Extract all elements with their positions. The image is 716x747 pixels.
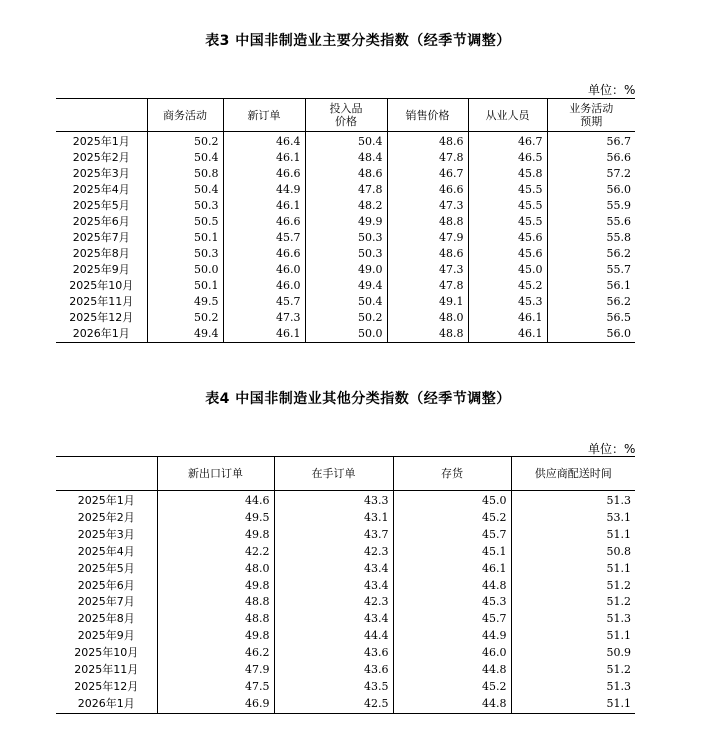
table3-cell: 47.8	[305, 182, 387, 198]
table3-cell: 48.6	[305, 166, 387, 182]
table3-cell: 46.0	[223, 262, 305, 278]
table3-cell: 46.6	[223, 166, 305, 182]
table3-body	[56, 132, 635, 343]
table3-row-label: 2026年1月	[56, 326, 147, 343]
table3-column-header: 新订单	[223, 99, 305, 132]
table4-cell: 42.2	[157, 544, 274, 561]
table3-cell: 46.1	[468, 310, 547, 326]
table3-cell: 56.2	[547, 246, 635, 262]
table3-cell: 49.4	[147, 326, 223, 343]
table4	[56, 456, 635, 714]
table3-cell: 56.0	[547, 182, 635, 198]
table3-column-header	[56, 99, 147, 132]
table3-column-header: 销售价格	[387, 99, 468, 132]
table3-cell: 56.5	[547, 310, 635, 326]
table3-cell: 45.8	[468, 166, 547, 182]
table4-cell: 46.9	[157, 696, 274, 713]
table3-row	[56, 230, 635, 246]
table3-cell: 50.2	[147, 132, 223, 151]
table3-cell: 45.3	[468, 294, 547, 310]
table3-cell: 49.1	[387, 294, 468, 310]
table4-cell: 45.2	[393, 679, 511, 696]
table4-unit: 单位：%	[588, 442, 636, 456]
table4-row	[56, 544, 635, 561]
table3-cell: 50.3	[147, 246, 223, 262]
table3-row-label: 2025年7月	[72, 231, 130, 244]
table3-cell: 50.0	[305, 326, 387, 343]
table3-cell: 47.8	[387, 150, 468, 166]
table3-cell: 45.5	[468, 214, 547, 230]
table4-cell: 44.6	[157, 491, 274, 510]
table3-cell: 47.9	[387, 230, 468, 246]
table3-cell: 45.2	[468, 278, 547, 294]
table3-cell: 47.3	[387, 198, 468, 214]
table3-cell: 46.0	[223, 278, 305, 294]
table4-cell: 49.8	[157, 628, 274, 645]
table3-row	[56, 246, 635, 262]
table3-cell: 46.7	[468, 132, 547, 151]
table4-cell: 43.4	[274, 611, 393, 628]
table4-row-label: 2025年11月	[74, 663, 139, 677]
table3-cell: 45.5	[468, 198, 547, 214]
table4-row	[56, 561, 635, 578]
table3-cell: 45.6	[468, 246, 547, 262]
table4-cell: 46.2	[157, 645, 274, 662]
table4-cell: 42.3	[274, 544, 393, 561]
table4-row-label: 2025年12月	[74, 679, 139, 693]
table4-cell: 45.2	[393, 510, 511, 527]
table3-header-row	[56, 99, 635, 132]
table3-cell: 49.5	[147, 294, 223, 310]
table3-cell: 49.9	[305, 214, 387, 230]
table3-row	[56, 166, 635, 182]
table4-cell: 45.3	[393, 594, 511, 611]
table3-cell: 46.7	[387, 166, 468, 182]
table4-cell: 51.3	[511, 611, 635, 628]
table4-cell: 51.2	[511, 578, 635, 595]
table4-cell: 43.7	[274, 527, 393, 544]
table3-row-label: 2025年1月	[72, 135, 130, 148]
table3-cell: 55.8	[547, 230, 635, 246]
table4-cell: 43.6	[274, 662, 393, 679]
table4-header-row	[56, 457, 635, 491]
table4-row	[56, 510, 635, 527]
table4-cell: 51.3	[511, 679, 635, 696]
table3-row	[56, 326, 635, 343]
table4-cell: 45.1	[393, 544, 511, 561]
table3-cell: 46.5	[468, 150, 547, 166]
table4-column-header: 供应商配送时间	[511, 457, 635, 491]
table3-cell: 46.4	[223, 132, 305, 151]
table3-cell: 50.5	[147, 214, 223, 230]
table4-column-header: 在手订单	[274, 457, 393, 491]
table4-cell: 46.0	[393, 645, 511, 662]
table3-row	[56, 150, 635, 166]
table3-cell: 45.0	[468, 262, 547, 278]
table3-cell: 57.2	[547, 166, 635, 182]
table4-cell: 43.5	[274, 679, 393, 696]
table4-cell: 47.9	[157, 662, 274, 679]
table3-cell: 56.6	[547, 150, 635, 166]
table4-cell: 51.1	[511, 628, 635, 645]
table4-cell: 44.8	[393, 578, 511, 595]
table4-column-header: 新出口订单	[157, 457, 274, 491]
table3-cell: 46.1	[223, 198, 305, 214]
table4-cell: 42.5	[274, 696, 393, 713]
table3-cell: 49.0	[305, 262, 387, 278]
table3-row-label: 2025年4月	[72, 183, 130, 196]
table3-cell: 47.8	[387, 278, 468, 294]
table4-row-label: 2026年1月	[56, 696, 157, 713]
table3-cell: 46.6	[387, 182, 468, 198]
table3-cell: 50.8	[147, 166, 223, 182]
table4-cell: 43.4	[274, 561, 393, 578]
table4-row	[56, 662, 635, 679]
table3-row-label: 2025年11月	[69, 295, 134, 308]
table4-cell: 49.8	[157, 578, 274, 595]
table4-cell: 51.1	[511, 696, 635, 713]
table3-cell: 50.4	[305, 132, 387, 151]
table4-cell: 51.1	[511, 527, 635, 544]
table3-cell: 56.7	[547, 132, 635, 151]
table3-row	[56, 214, 635, 230]
table4-row	[56, 679, 635, 696]
table3-column-header: 商务活动	[147, 99, 223, 132]
table4-cell: 51.2	[511, 594, 635, 611]
table4-cell: 49.5	[157, 510, 274, 527]
table3-cell: 56.1	[547, 278, 635, 294]
table4-row-label: 2025年9月	[77, 629, 135, 643]
table3-cell: 50.1	[147, 230, 223, 246]
table3-cell: 44.9	[223, 182, 305, 198]
table4-row-label: 2025年6月	[77, 578, 135, 592]
table3-cell: 46.6	[223, 214, 305, 230]
table3-row-label: 2025年12月	[69, 311, 134, 324]
table3-row	[56, 294, 635, 310]
table4-cell: 51.1	[511, 561, 635, 578]
table3-unit: 单位：%	[588, 83, 636, 97]
table3-row	[56, 132, 635, 151]
table4-cell: 51.3	[511, 491, 635, 510]
table3-cell: 50.1	[147, 278, 223, 294]
table4-row	[56, 645, 635, 662]
table3-row	[56, 198, 635, 214]
table4-column-header: 存货	[393, 457, 511, 491]
table4-row-label: 2025年4月	[77, 544, 135, 558]
table4-cell: 48.0	[157, 561, 274, 578]
table4-cell: 43.4	[274, 578, 393, 595]
table3-cell: 45.7	[223, 230, 305, 246]
table3-row-label: 2025年3月	[72, 167, 130, 180]
table3-cell: 46.6	[223, 246, 305, 262]
table3-row-label: 2025年5月	[72, 199, 130, 212]
table3-row-label: 2025年10月	[69, 279, 134, 292]
table4-title: 表4 中国非制造业其他分类指数（经季节调整）	[205, 391, 511, 407]
table3-cell: 56.0	[547, 326, 635, 343]
table3-cell: 55.9	[547, 198, 635, 214]
table4-cell: 47.5	[157, 679, 274, 696]
table3-row-label: 2025年8月	[72, 247, 130, 260]
table4-cell: 53.1	[511, 510, 635, 527]
table4-cell: 43.1	[274, 510, 393, 527]
table3-row	[56, 262, 635, 278]
table3-column-header: 投入品 价格	[305, 99, 387, 132]
table4-row-label: 2025年1月	[77, 494, 135, 507]
table4-cell: 44.8	[393, 696, 511, 713]
table3-row-label: 2025年6月	[72, 215, 130, 228]
table3-cell: 46.1	[468, 326, 547, 343]
table3-cell: 55.7	[547, 262, 635, 278]
table3-column-header: 业务活动 预期	[547, 99, 635, 132]
table4-cell: 50.8	[511, 544, 635, 561]
table3-cell: 50.4	[147, 182, 223, 198]
table4-cell: 45.0	[393, 491, 511, 510]
table4-row	[56, 696, 635, 713]
table3-cell: 46.1	[223, 326, 305, 343]
table3-cell: 50.4	[147, 150, 223, 166]
table4-cell: 43.3	[274, 491, 393, 510]
table3-cell: 50.2	[305, 310, 387, 326]
table3-cell: 47.3	[223, 310, 305, 326]
table4-cell: 45.7	[393, 611, 511, 628]
table4-row-label: 2025年10月	[74, 646, 139, 660]
table4-body	[56, 491, 635, 714]
table3-cell: 55.6	[547, 214, 635, 230]
table3-cell: 50.0	[147, 262, 223, 278]
table3-cell: 50.4	[305, 294, 387, 310]
table3-cell: 47.3	[387, 262, 468, 278]
table3-cell: 45.5	[468, 182, 547, 198]
table4-row	[56, 611, 635, 628]
table4-cell: 44.4	[274, 628, 393, 645]
table4-row-label: 2025年2月	[77, 510, 135, 524]
table4-row-label: 2025年5月	[77, 561, 135, 575]
table3-column-header: 从业人员	[468, 99, 547, 132]
table3-cell: 48.6	[387, 246, 468, 262]
table3-cell: 48.8	[387, 326, 468, 343]
table3-cell: 45.6	[468, 230, 547, 246]
table4-cell: 44.9	[393, 628, 511, 645]
table3-cell: 48.4	[305, 150, 387, 166]
table4-column-header	[56, 457, 157, 491]
table3-row	[56, 310, 635, 326]
table3-row-label: 2025年9月	[72, 263, 130, 276]
table4-row-label: 2025年3月	[77, 527, 135, 541]
table4-cell: 48.8	[157, 611, 274, 628]
table4-cell: 44.8	[393, 662, 511, 679]
table3-cell: 50.3	[305, 230, 387, 246]
table4-row	[56, 594, 635, 611]
table3-cell: 45.7	[223, 294, 305, 310]
table4-row	[56, 578, 635, 595]
table3	[56, 98, 635, 343]
table4-cell: 43.6	[274, 645, 393, 662]
table4-row	[56, 491, 635, 510]
table4-cell: 46.1	[393, 561, 511, 578]
table4-row	[56, 628, 635, 645]
table4-cell: 50.9	[511, 645, 635, 662]
table4-row	[56, 527, 635, 544]
table3-cell: 48.2	[305, 198, 387, 214]
table4-cell: 45.7	[393, 527, 511, 544]
table3-row	[56, 182, 635, 198]
table3-cell: 56.2	[547, 294, 635, 310]
table3-row	[56, 278, 635, 294]
table4-cell: 48.8	[157, 594, 274, 611]
table3-cell: 48.8	[387, 214, 468, 230]
table3-cell: 48.0	[387, 310, 468, 326]
table4-row-label: 2025年8月	[77, 612, 135, 626]
table3-cell: 48.6	[387, 132, 468, 151]
table3-cell: 49.4	[305, 278, 387, 294]
table3-cell: 46.1	[223, 150, 305, 166]
table3-title: 表3 中国非制造业主要分类指数（经季节调整）	[205, 33, 511, 49]
table3-row-label: 2025年2月	[72, 151, 130, 164]
table4-row-label: 2025年7月	[77, 595, 135, 609]
table4-cell: 49.8	[157, 527, 274, 544]
table3-cell: 50.3	[305, 246, 387, 262]
table4-cell: 51.2	[511, 662, 635, 679]
table3-cell: 50.2	[147, 310, 223, 326]
table4-cell: 42.3	[274, 594, 393, 611]
table3-cell: 50.3	[147, 198, 223, 214]
